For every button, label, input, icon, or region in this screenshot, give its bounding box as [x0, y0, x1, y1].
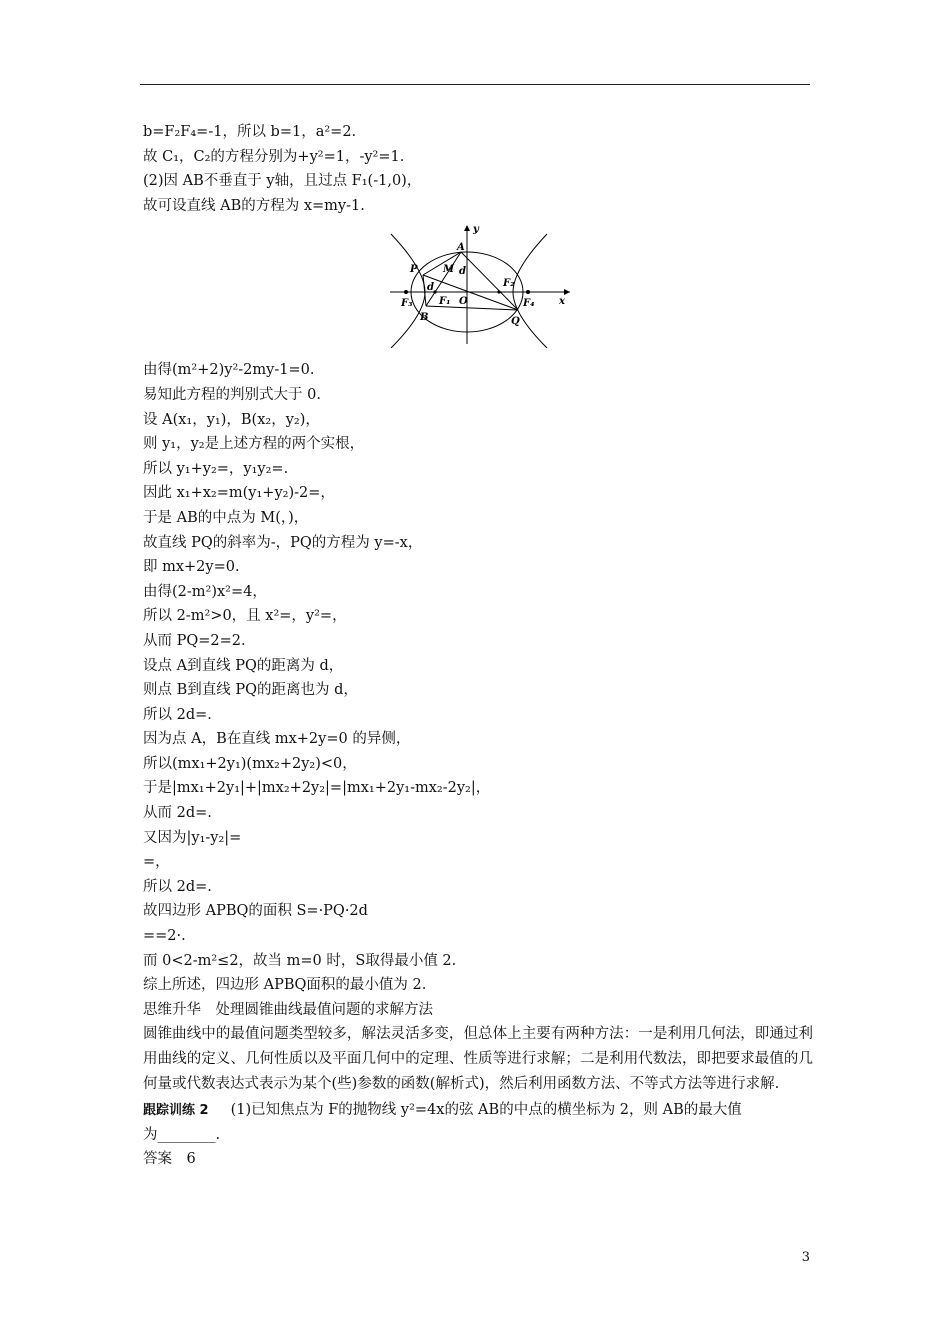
label-d: d: [459, 266, 466, 278]
text-line: 所以(mx₁+2y₁)(mx₂+2y₂)<0，: [143, 755, 357, 772]
page-body: [143, 120, 823, 1172]
label-m: M: [443, 264, 455, 276]
label-x: x: [559, 296, 565, 308]
text-line: 所以 2d=.: [143, 878, 212, 895]
exercise-text: (1)已知焦点为 F的抛物线 y²=4x的弦 AB的中点的横坐标为 2，则 AB的最大值: [230, 1102, 742, 1119]
text-line: 设 A(x₁，y₁)，B(x₂，y₂)，: [143, 411, 320, 428]
text-line: ==2·.: [143, 928, 186, 945]
exercise-tag: 跟踪训练 2: [143, 1103, 209, 1119]
text-line: 故 C₁，C₂的方程分别为+y²=1，-y²=1.: [143, 148, 405, 165]
text-line: 则点 B到直线 PQ的距离也为 d，: [143, 682, 358, 699]
text-line: 所以 2d=.: [143, 706, 212, 723]
text-line: b=F₂F₄=-1，所以 b=1，a²=2.: [143, 124, 357, 140]
text-line: 于是|mx₁+2y₁|+|mx₂+2y₂|=|mx₁+2y₁-mx₂-2y₂|，: [143, 780, 491, 797]
label-p: P: [410, 264, 418, 276]
text-line: 故可设直线 AB的方程为 x=my-1.: [143, 197, 365, 214]
ellipse-hyperbola-figure: [143, 220, 823, 352]
exercise-line: [143, 1098, 823, 1123]
text-line: 因此 x₁+x₂=m(y₁+y₂)-2=，: [143, 485, 335, 502]
answer-line: 答案 6: [143, 1151, 196, 1168]
text-line: 而 0<2-m²≤2，故当 m=0 时，S取得最小值 2.: [143, 952, 457, 969]
text-line: 即 mx+2y=0.: [143, 559, 240, 576]
text-line: (2)因 AB不垂直于 y轴，且过点 F₁(-1,0)，: [143, 173, 422, 190]
label-a: A: [457, 242, 465, 254]
text-line: 由得(2-m²)x²=4，: [143, 583, 267, 600]
method-paragraph: 圆锥曲线中的最值问题类型较多，解法灵活多变，但总体上主要有两种方法：一是利用几何法，即通过利用曲线的定义、几何性质以及平面几何中的定理、性质等进行求解；二是利用代数法，即把要求最值的几何量或代数表达式表示为某个(些)参数的函数(解析式)，然后利用函数方法、不等式方法等进行求解.: [143, 1026, 813, 1092]
text-line: 从而 2d=.: [143, 805, 212, 822]
label-q: Q: [511, 316, 520, 328]
label-f2: F₂: [503, 278, 515, 290]
exercise-blank-line: 为________.: [143, 1126, 221, 1143]
page-number: 3: [801, 1250, 810, 1265]
label-f3: F₃: [401, 298, 413, 310]
label-o: O: [459, 296, 468, 308]
label-d: d: [427, 282, 434, 294]
label-y: y: [473, 224, 479, 236]
text-line: 综上所述，四边形 APBQ面积的最小值为 2.: [143, 977, 427, 994]
text-line: =，: [143, 854, 170, 871]
geometry-diagram: [385, 220, 575, 348]
text-line: 所以 y₁+y₂=，y₁y₂=.: [143, 460, 289, 477]
label-b: B: [420, 312, 429, 324]
text-line: 从而 PQ=2=2.: [143, 632, 246, 649]
text-line: 于是 AB的中点为 M(，)，: [143, 509, 309, 526]
text-line: 则 y₁，y₂是上述方程的两个实根，: [143, 436, 365, 453]
header-rule: [140, 84, 810, 85]
label-f1: F₁: [439, 296, 451, 308]
text-line: 因为点 A，B在直线 mx+2y=0 的异侧，: [143, 731, 411, 748]
text-line: 易知此方程的判别式大于 0.: [143, 386, 321, 403]
text-line: 故四边形 APBQ的面积 S=·PQ·2d: [143, 903, 368, 920]
section-heading: 思维升华 处理圆锥曲线最值问题的求解方法: [143, 1001, 433, 1018]
text-line: 由得(m²+2)y²-2my-1=0.: [143, 362, 315, 379]
text-line: 所以 2-m²>0，且 x²=，y²=，: [143, 608, 347, 625]
text-line: 故直线 PQ的斜率为-，PQ的方程为 y=-x，: [143, 534, 423, 551]
text-line: 又因为|y₁-y₂|=: [143, 829, 242, 846]
text-line: 设点 A到直线 PQ的距离为 d，: [143, 657, 344, 674]
label-f4: F₄: [523, 298, 535, 310]
